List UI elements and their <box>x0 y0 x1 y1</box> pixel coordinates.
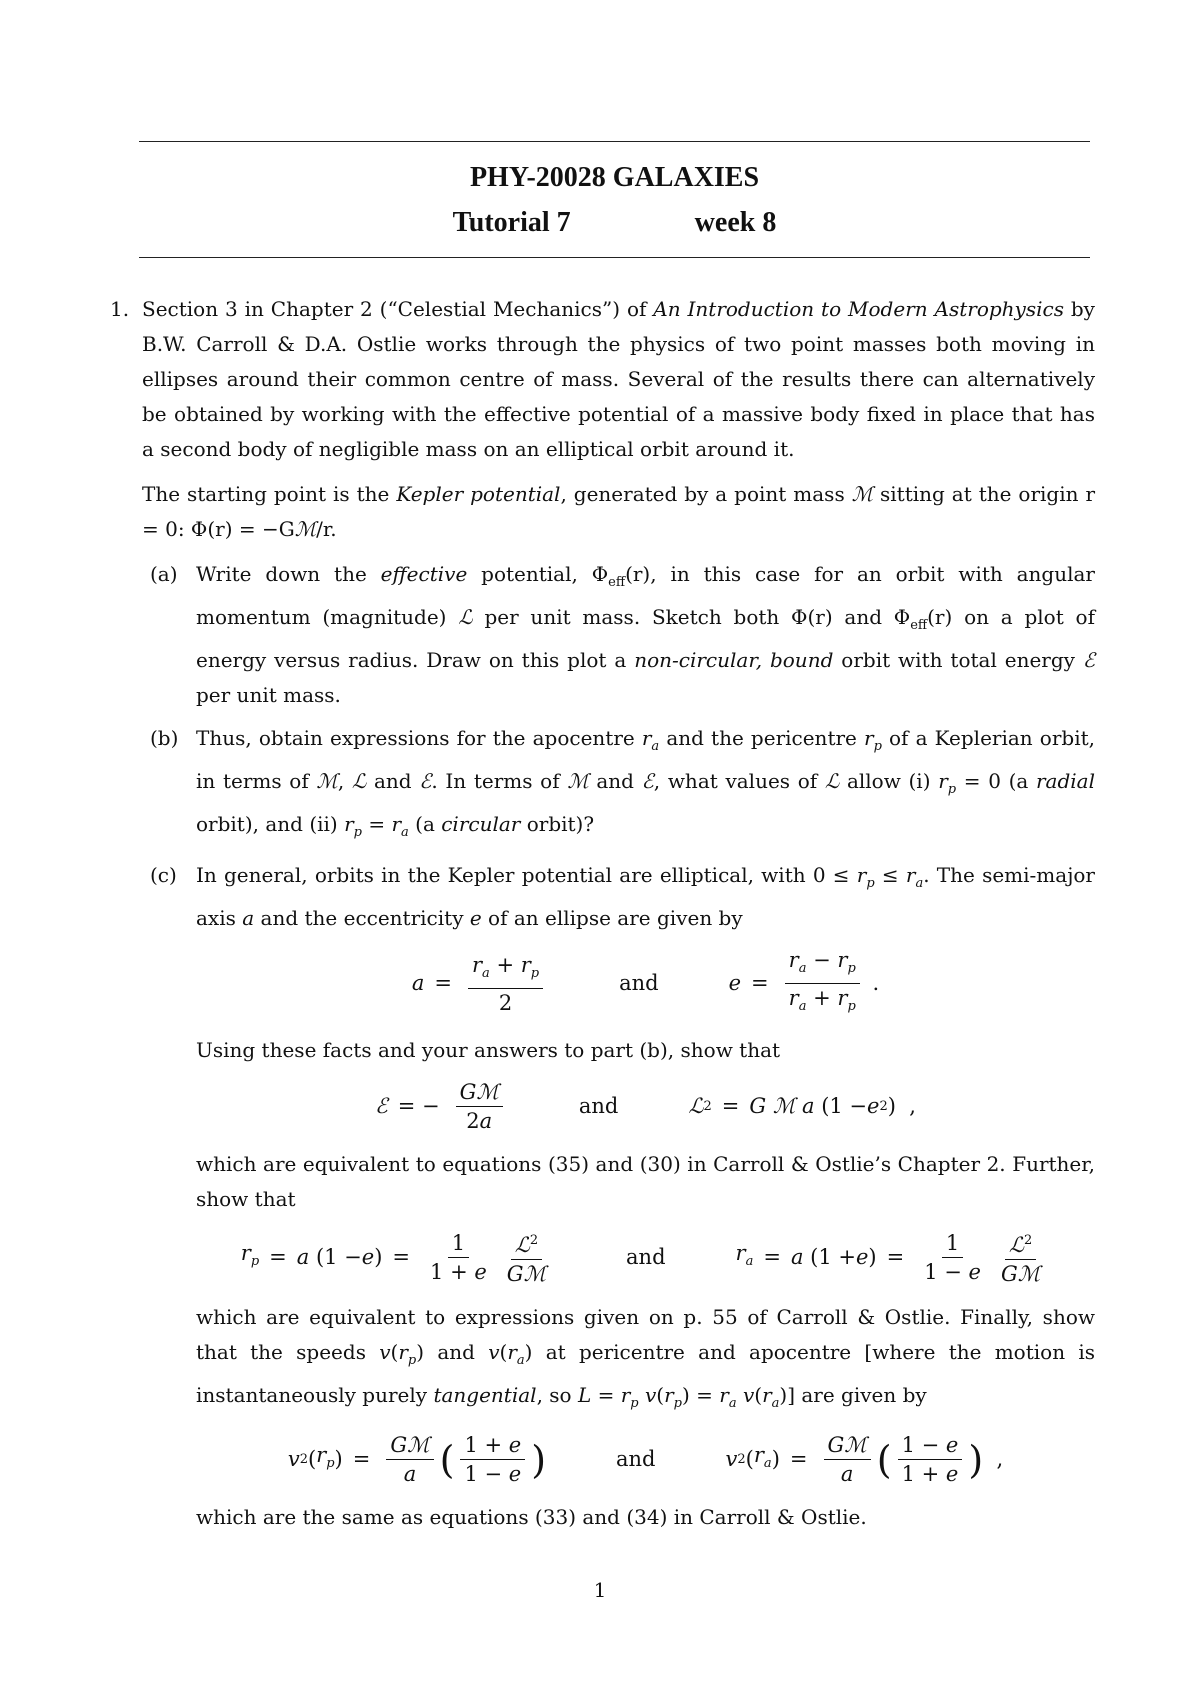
week-label: week 8 <box>694 207 777 238</box>
tutorial-label: Tutorial 7 <box>452 207 571 238</box>
part-b: (b) Thus, obtain expressions for the apocentre $r_a$ and the pericentre $r_p$ of a Keplerian orbit, in terms of ℳ, ℒ and ℰ. In terms of ℳ and ℰ, what values of ℒ allow (i) $r_p = 0$ (a radial orbit), and (ii) $r_p = r_a$ (a circular orbit)? <box>150 726 1096 840</box>
top-rule <box>139 141 1090 142</box>
question-number: 1. <box>110 297 130 321</box>
equation-speeds: v 2 ( $r_p$ ) = $\frac{\text{Gℳ}}{a}$ ( $\frac{1 + e}{1 - e}$ ) and v 2 ( $r_a$ ) = $\frac{\text{Gℳ}}{a}$ ( $\frac{1 - e}{1 + e}$ ) , <box>287 1433 1004 1487</box>
question-1 <box>110 292 1095 1543</box>
bottom-rule <box>139 257 1090 258</box>
tutorial-subtitle <box>139 205 1090 240</box>
part-a: (a) Write down the effective potential, $\Phi_{eff}(r)$, in this case for an orbit with angular momentum (magnitude) ℒ per unit mass. Sketch both Φ(r) and $\Phi_{eff}(r)$ on a plot of energy versus radius. Draw on this plot a non-circular, bound orbit with total energy ℰ per unit mass. <box>150 562 1096 707</box>
equation-energy-momentum: ℰ = − $\frac{\text{Gℳ}}{2a}$ and ℒ 2 = G ℳ a (1 − e 2 ) , <box>375 1080 916 1134</box>
part-c: (c) In general, orbits in the Kepler potential are elliptical, with $0 \le r_p \le r_a$. The semi-major axis a and the eccentricity e of an ellipse are given by a = $\frac{r_a + r_p}{2}$ and e = $\frac{r_a - r_p}{r_a + r_p}$ . Using these facts and your answers to part (b), show that ℰ = − $\frac{\text{Gℳ}}{2a}$ and ℒ 2 = G ℳ a (1 − e 2 ) , which are equivalent to equations (35) and (30) in Carroll & Ostlie’s Chapter 2. Further, show that $r_p$ = a (1 − e ) = $\frac{1}{1 + e}$ $\frac{ℒ^2}{\text{Gℳ}}$ and $r_a$ = a (1 + e ) = $\frac{1}{1 - e}$ $\frac{ℒ^2}{\text{Gℳ}}$ which are equivalent to expressions given on p. 55 of Carroll & Ostlie. Finally, show that the speeds $v(r_p)$ and $v(r_a)$ at pericentre and apocentre [where the motion is instantaneously purely tangential, so $L = r_p$ $v(r_p) = r_a$ $v(r_a)$] are given by v 2 ( $r_p$ ) = $\frac{\text{Gℳ}}{a}$ ( $\frac{1 + e}{1 - e}$ ) and v 2 ( $r_a$ ) = $\frac{\text{Gℳ}}{a}$ ( $\frac{1 - e}{1 + e}$ ) , which are the same as equations (33) and (34) in Carroll & Ostlie. <box>150 863 1095 1530</box>
equation-rp-ra: $r_p$ = a (1 − e ) = $\frac{1}{1 + e}$ $\frac{ℒ^2}{\text{Gℳ}}$ and $r_a$ = a (1 + e ) = $\frac{1}{1 - e}$ $\frac{ℒ^2}{\text{Gℳ}}$ <box>196 1227 1095 1288</box>
equation-a-e: a = $\frac{r_a + r_p}{2}$ and e = $\frac{r_a - r_p}{r_a + r_p}$ . <box>411 948 880 1015</box>
course-title: PHY-20028 GALAXIES <box>469 162 760 193</box>
kepler-intro: The starting point is the Kepler potential, generated by a point mass ℳ sitting at the origin r = 0: Φ(r) = −Gℳ/r. <box>142 482 1096 541</box>
page-number: 1 <box>593 1578 607 1602</box>
question-intro: Section 3 in Chapter 2 (“Celestial Mechanics”) of An Introduction to Modern Astrophysics by B.W. Carroll & D.A. Ostlie works through the physics of two point masses both moving in ellipses around their common centre of mass. Several of the results there can alternatively be obtained by working with the effective potential of a massive body fixed in place that has a second body of negligible mass on an elliptical orbit around it. <box>142 297 1095 461</box>
